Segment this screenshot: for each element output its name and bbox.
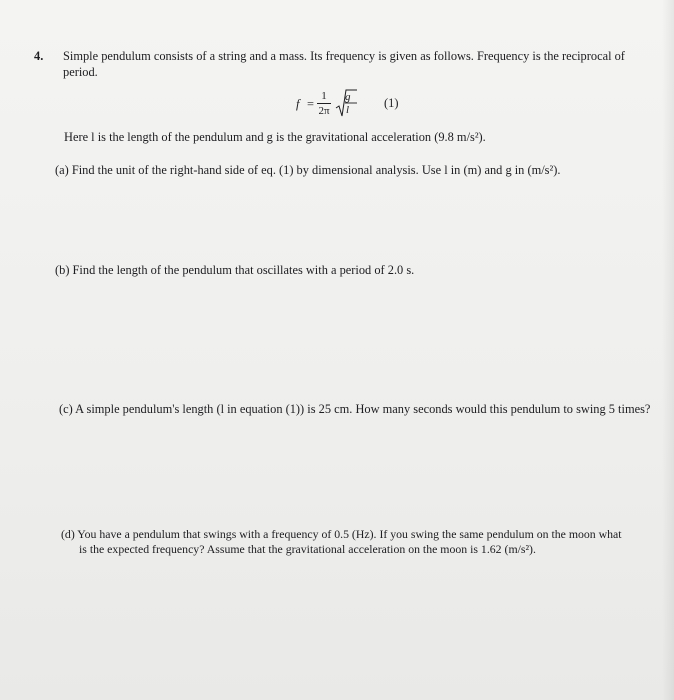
question-intro-line-2: period. [63, 65, 98, 79]
page-edge-shadow [662, 0, 674, 700]
sqrt-numerator: g [345, 91, 351, 103]
fraction-numerator: 1 [321, 90, 327, 102]
fraction-bar [317, 103, 331, 104]
equation-label: (1) [384, 96, 399, 110]
question-number: 4. [34, 49, 44, 63]
part-d-prompt-line-2: is the expected frequency? Assume that the gravitational acceleration on the moon is 1.62 (m/s²). [79, 542, 536, 556]
part-b-prompt: (b) Find the length of the pendulum that oscillates with a period of 2.0 s. [55, 263, 415, 277]
question-intro-line-1: Simple pendulum consists of a string and a mass. Its frequency is given as follows. Frequency is the reciprocal of [63, 49, 625, 63]
part-d-prompt-line-1: (d) You have a pendulum that swings with a frequency of 0.5 (Hz). If you swing the same pendulum on the moon what [61, 527, 622, 541]
formula-fraction [317, 90, 331, 117]
part-a-prompt: (a) Find the unit of the right-hand side of eq. (1) by dimensional analysis. Use l in (m) and g in (m/s²). [55, 163, 561, 177]
sqrt-denominator: l [346, 104, 350, 116]
variable-definition: Here l is the length of the pendulum and g is the gravitational acceleration (9.8 m/s²). [64, 130, 486, 144]
formula-lhs: f [296, 97, 300, 111]
part-c-prompt: (c) A simple pendulum's length (l in equation (1)) is 25 cm. How many seconds would this pendulum to swing 5 times? [59, 402, 651, 416]
formula-equals: = [307, 97, 314, 111]
fraction-denominator: 2π [318, 105, 330, 117]
